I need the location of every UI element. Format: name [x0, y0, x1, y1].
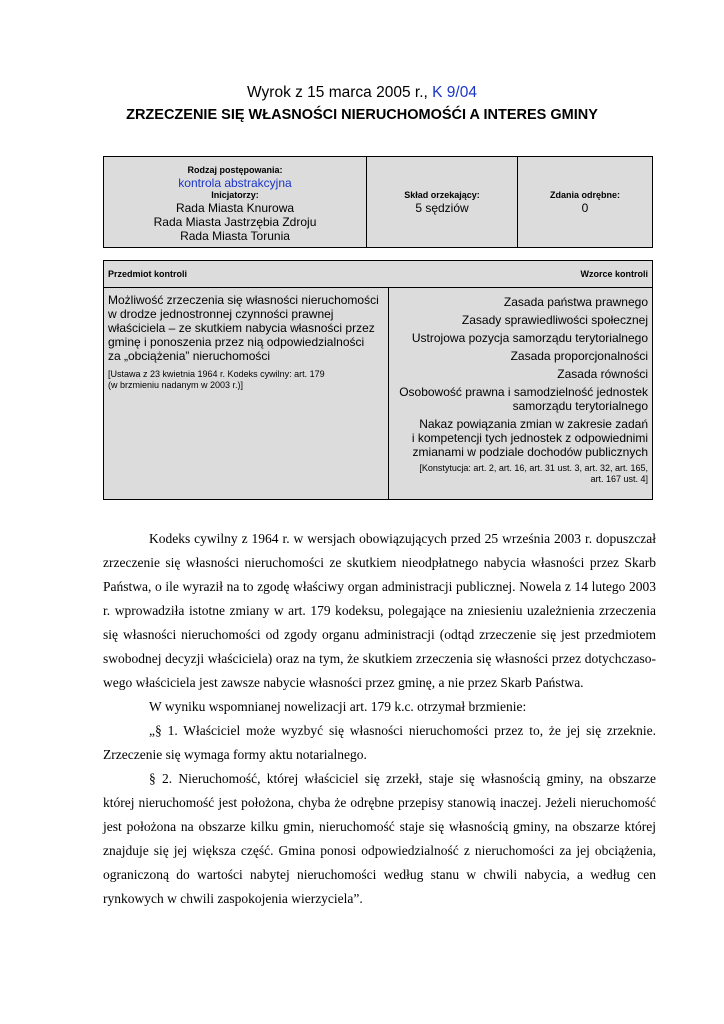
initiator: Rada Miasta Knurowa — [175, 201, 295, 215]
control-subject-table — [103, 260, 653, 500]
description-line: gminę i ponoszenia przez nią odpowiedzialności — [108, 335, 365, 349]
panel-label: Skład orzekający: — [404, 190, 480, 200]
pattern-item: Zasada równości — [557, 367, 648, 381]
proceeding-label: Rodzaj postępowania: — [187, 165, 283, 175]
pattern-item: Ustrojowa pozycja samorządu terytorialnego — [411, 331, 648, 345]
dissent-value: 0 — [581, 201, 589, 215]
panel-value: 5 sędziów — [415, 201, 469, 215]
judgment-date: Wyrok z 15 marca 2005 r., — [247, 84, 428, 101]
proceeding-type-link[interactable]: kontrola abstrakcyjna — [178, 176, 292, 190]
proceeding-cell — [104, 157, 367, 247]
description-line: właściciela – ze skutkiem nabycia własności przez — [108, 321, 375, 335]
subject-header-label: Przedmiot kontroli — [108, 269, 188, 279]
subject-description — [104, 288, 389, 500]
constitution-line: art. 167 ust. 4] — [590, 474, 648, 484]
initiator: Rada Miasta Jastrzębia Zdroju — [153, 215, 317, 229]
body-paragraph: § 2. Nieruchomość, której właściciel się zrzekł, staje się własnością gminy, na obszarze której nieruchomość jest położona, chyba że odrębne przepisy stanowią inaczej. Jeżeli nieruchomość jest położona na obszarze kilku gmin, nieruchomość staje się własnością gminy, na obszarze której znajduje się jej większa część. Gmina ponosi odpowiedzialność z nieruchomości za jej obciążenia, ograniczoną do wartości nabytej nieruchomości według stanu w chwili nabycia, a według cen rynkowych w chwili zaspokojenia wierzyciela”. — [103, 771, 656, 906]
pattern-item: Zasada proporcjonalności — [510, 349, 648, 363]
source-line: (w brzmieniu nadanym w 2003 r.)] — [108, 380, 244, 390]
patterns-header-label: Wzorce kontroli — [580, 269, 648, 279]
pattern-item: Zasada państwa prawnego — [503, 295, 648, 309]
dissent-label: Zdania odrębne: — [549, 190, 620, 200]
description-line: za „obciążenia” nieruchomości — [108, 349, 271, 363]
pattern-item: Zasady sprawiedliwości społecznej — [461, 313, 648, 327]
pattern-item: Nakaz powiązania zmian w zakresie zadań i kompetencji tych jednostek z odpowiednimi zmianami w podziale dochodów publicznych — [411, 417, 648, 459]
dissent-cell — [518, 157, 652, 247]
body-paragraph: W wyniku wspomnianej nowelizacji art. 179 k.c. otrzymał brzmienie: — [149, 699, 527, 714]
judgment-body — [103, 527, 656, 911]
case-signature-link[interactable]: K 9/04 — [432, 84, 477, 101]
description-line: Możliwość zrzeczenia się własności nieruchomości — [108, 293, 379, 307]
control-patterns — [389, 288, 652, 500]
constitution-line: [Konstytucja: art. 2, art. 16, art. 31 ust. 3, art. 32, art. 165, — [419, 463, 648, 473]
pattern-item: Osobowość prawna i samodzielność jednostek samorządu terytorialnego — [399, 385, 648, 413]
case-metadata-box — [103, 156, 653, 248]
control-subject-header — [104, 261, 652, 288]
description-line: w drodze jednostronnej czynności prawnej — [108, 307, 334, 321]
judgment-subtitle: ZRZECZENIE SIĘ WŁASNOŚCI NIERUCHOMOŚĆI A INTERES GMINY — [126, 107, 598, 123]
judgment-title — [0, 84, 724, 102]
initiator: Rada Miasta Torunia — [180, 229, 290, 243]
source-line: [Ustawa z 23 kwietnia 1964 r. Kodeks cywilny: art. 179 — [108, 369, 325, 379]
body-paragraph: Kodeks cywilny z 1964 r. w wersjach obowiązujących przed 25 września 2003 r. dopuszczał zrzeczenie się własności nieruchomości ze skutkiem nieodpłatnego nabycia własności przez Skarb Państwa, o ile wyraził na to zgodę właściwy organ administracji publicznej. Nowela z 14 lutego 2003 r. wprowadziła istotne zmiany w art. 179 kodeksu, polegające na zniesieniu uzależnienia zrzeczenia się własności nieruchomości od zgody organu administracji (odtąd zrzeczenie się jest przedmiotem swobodnej decyzji właściciela) oraz na tym, że skutkiem zrzeczenia się własności przez dotychczasowego właściciela jest zawsze nabycie własności przez gminę, a nie przez Skarb Państwa. — [103, 531, 656, 690]
body-paragraph: „§ 1. Właściciel może wyzbyć się własności nieruchomości przez to, że jej się zrzeknie. Zrzeczenie się wymaga formy aktu notarialnego. — [103, 723, 656, 762]
initiators-label: Inicjatorzy: — [211, 190, 259, 200]
panel-cell — [367, 157, 518, 247]
